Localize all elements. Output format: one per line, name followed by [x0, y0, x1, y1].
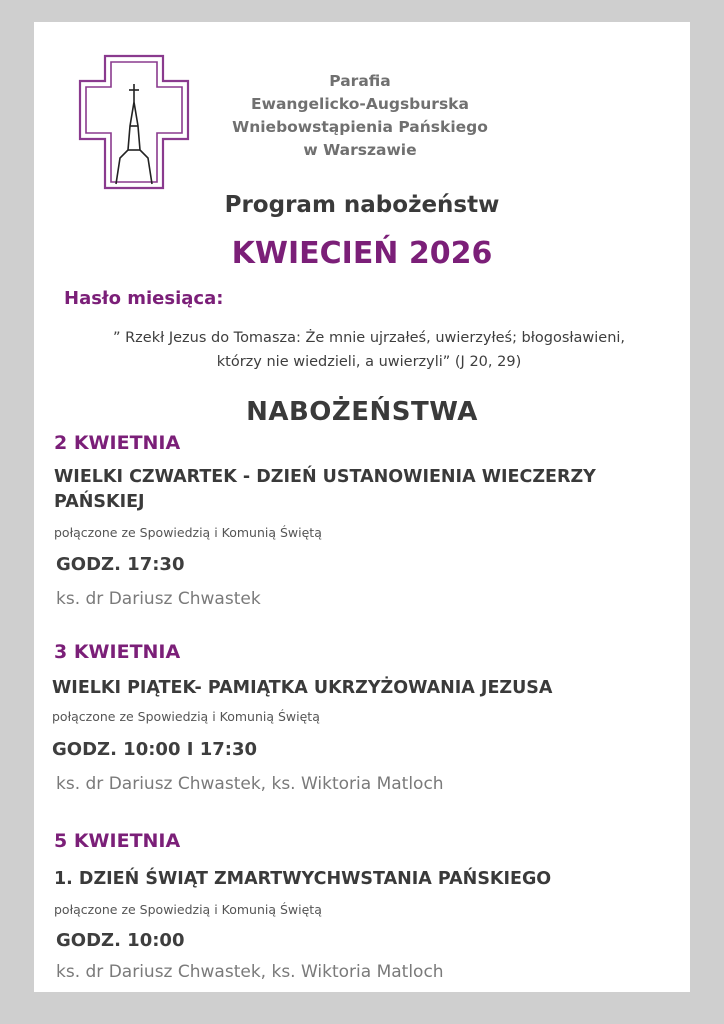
service-1-time: GODZ. 17:30 [56, 554, 185, 575]
service-2-date: 3 KWIETNIA [54, 641, 181, 663]
service-1-pastor: ks. dr Dariusz Chwastek [56, 589, 261, 609]
motto-quote-line-2: którzy nie wiedzieli, a uwierzyli” (J 20, 29) [216, 354, 522, 370]
motto-quote [74, 326, 664, 374]
service-2-note: połączone ze Spowiedzią i Komunią Świętą [52, 709, 320, 724]
service-1-note: połączone ze Spowiedzią i Komunią Świętą [54, 525, 322, 540]
motto-quote-line-1: ” Rzekł Jezus do Tomasza: Że mnie ujrzałeś, uwierzyłeś; błogosławieni, [112, 330, 626, 346]
parish-line-1: Parafia [329, 72, 391, 90]
service-3-date: 5 KWIETNIA [54, 830, 181, 852]
service-1-date: 2 KWIETNIA [54, 432, 181, 454]
service-3-time: GODZ. 10:00 [56, 930, 185, 951]
parish-line-2: Ewangelicko-Augsburska [251, 95, 469, 113]
service-3-note: połączone ze Spowiedzią i Komunią Świętą [54, 902, 322, 917]
month-title: KWIECIEŃ 2026 [231, 236, 493, 271]
service-2-title: WIELKI PIĄTEK- PAMIĄTKA UKRZYŻOWANIA JEZUSA [52, 678, 553, 698]
bulletin-page [34, 22, 690, 992]
program-title: Program nabożeństw [224, 192, 500, 218]
service-1-title: WIELKI CZWARTEK - DZIEŃ USTANOWIENIA WIECZERZY PAŃSKIEJ [54, 467, 596, 512]
parish-line-3: Wniebowstąpienia Pańskiego [232, 118, 488, 136]
parish-cross-church-logo-icon [78, 54, 190, 190]
service-3-title: 1. DZIEŃ ŚWIĄT ZMARTWYCHWSTANIA PAŃSKIEGO [54, 869, 552, 889]
parish-line-4: w Warszawie [303, 141, 417, 159]
motto-label: Hasło miesiąca: [64, 288, 224, 309]
service-2-time: GODZ. 10:00 I 17:30 [52, 739, 257, 760]
parish-name [210, 70, 510, 162]
service-3-pastor: ks. dr Dariusz Chwastek, ks. Wiktoria Matloch [56, 962, 444, 982]
service-2-pastor: ks. dr Dariusz Chwastek, ks. Wiktoria Matloch [56, 774, 444, 794]
services-heading: NABOŻEŃSTWA [246, 397, 478, 427]
